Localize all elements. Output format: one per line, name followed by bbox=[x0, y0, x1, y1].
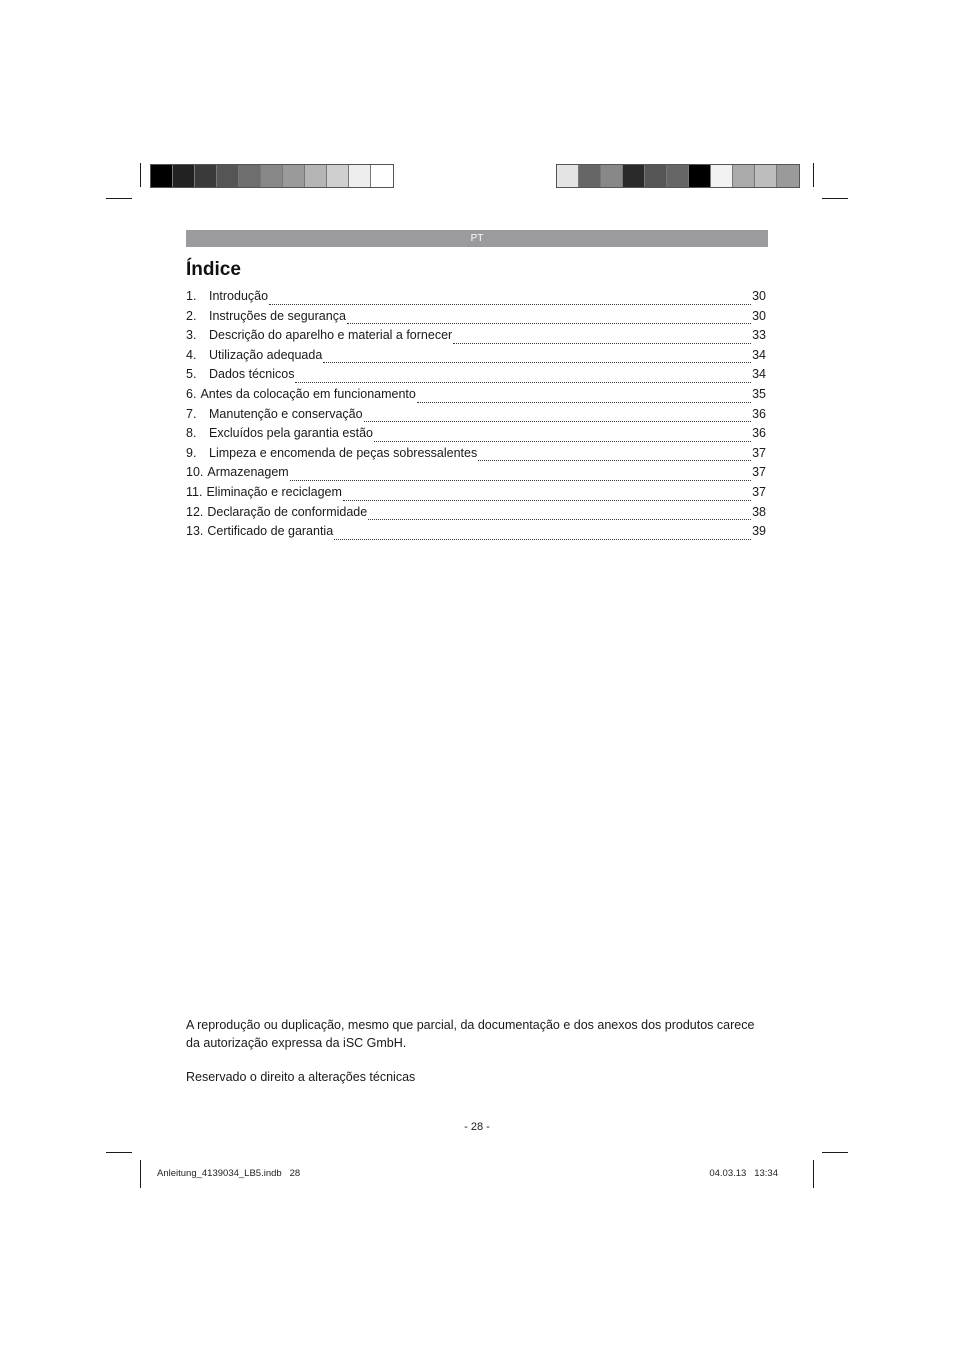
toc-leader-dots bbox=[323, 361, 751, 363]
crop-mark bbox=[140, 163, 141, 187]
toc-page: 37 bbox=[752, 465, 766, 480]
toc-entry bbox=[186, 367, 766, 387]
color-calibration-bar-right bbox=[556, 164, 800, 188]
toc-label: Introdução bbox=[209, 289, 269, 303]
toc-page: 35 bbox=[752, 386, 766, 401]
toc-page: 37 bbox=[752, 484, 766, 499]
toc-leader-dots bbox=[364, 420, 752, 422]
file-slug: Anleitung_4139034_LB5.indb 28 bbox=[157, 1168, 301, 1179]
toc-label: Limpeza e encomenda de peças sobressalentes bbox=[209, 445, 478, 460]
reserved-notice: Reservado o direito a alterações técnicas bbox=[186, 1070, 416, 1084]
language-code: PT bbox=[470, 233, 484, 244]
toc-page: 38 bbox=[752, 504, 766, 519]
color-swatch bbox=[371, 165, 393, 187]
toc-entry bbox=[186, 328, 766, 348]
color-swatch bbox=[579, 165, 601, 187]
toc-number: 12. bbox=[186, 504, 204, 519]
toc-leader-dots bbox=[343, 499, 751, 501]
toc-number: 7. bbox=[186, 406, 197, 421]
crop-mark bbox=[822, 1152, 848, 1153]
toc-entry bbox=[186, 407, 766, 427]
toc-page: 39 bbox=[752, 524, 766, 539]
page-number: - 28 - bbox=[464, 1121, 490, 1133]
toc-label: Dados técnicos bbox=[209, 367, 295, 382]
copyright-notice: A reprodução ou duplicação, mesmo que parcial, da documentação e dos anexos dos produtos carece da autorização expressa da iSC GmbH. bbox=[186, 1018, 755, 1050]
color-swatch bbox=[711, 165, 733, 187]
toc-page: 33 bbox=[752, 328, 766, 343]
toc-number: 11. bbox=[186, 484, 203, 499]
table-of-contents bbox=[186, 289, 766, 544]
toc-page: 37 bbox=[752, 445, 766, 460]
toc-label: Antes da colocação em funcionamento bbox=[200, 386, 416, 401]
color-swatch bbox=[151, 165, 173, 187]
toc-leader-dots bbox=[290, 479, 751, 481]
toc-leader-dots bbox=[347, 322, 751, 324]
toc-number: 8. bbox=[186, 426, 197, 441]
toc-label: Certificado de garantia bbox=[207, 524, 334, 539]
toc-page: 34 bbox=[752, 367, 766, 382]
toc-entry bbox=[186, 289, 766, 309]
toc-page: 34 bbox=[752, 347, 766, 362]
toc-entry bbox=[186, 309, 766, 329]
toc-page: 36 bbox=[752, 406, 766, 421]
toc-number: 10. bbox=[186, 465, 204, 480]
toc-label: Utilização adequada bbox=[209, 347, 323, 362]
toc-number: 9. bbox=[186, 445, 197, 460]
toc-entry bbox=[186, 524, 766, 544]
toc-number: 3. bbox=[186, 328, 197, 343]
crop-mark bbox=[813, 1160, 814, 1188]
toc-entry bbox=[186, 465, 766, 485]
toc-label: Declaração de conformidade bbox=[207, 504, 368, 519]
toc-leader-dots bbox=[417, 401, 751, 403]
crop-mark bbox=[106, 198, 132, 199]
color-swatch bbox=[283, 165, 305, 187]
color-swatch bbox=[733, 165, 755, 187]
toc-number: 5. bbox=[186, 367, 197, 382]
toc-label: Descrição do aparelho e material a fornecer bbox=[209, 328, 453, 343]
color-swatch bbox=[305, 165, 327, 187]
toc-number: 13. bbox=[186, 524, 204, 539]
color-swatch bbox=[195, 165, 217, 187]
toc-number: 6. bbox=[186, 386, 197, 401]
color-swatch bbox=[349, 165, 371, 187]
color-swatch bbox=[777, 165, 799, 187]
toc-label: Excluídos pela garantia estão bbox=[209, 426, 373, 441]
crop-mark bbox=[822, 198, 848, 199]
color-swatch bbox=[239, 165, 261, 187]
toc-label: Armazenagem bbox=[207, 465, 289, 480]
color-swatch bbox=[645, 165, 667, 187]
toc-page: 36 bbox=[752, 426, 766, 441]
color-swatch bbox=[601, 165, 623, 187]
crop-mark bbox=[140, 1160, 141, 1188]
color-swatch bbox=[755, 165, 777, 187]
toc-leader-dots bbox=[374, 440, 751, 442]
color-swatch bbox=[261, 165, 283, 187]
crop-mark bbox=[813, 163, 814, 187]
color-swatch bbox=[217, 165, 239, 187]
toc-leader-dots bbox=[269, 303, 751, 305]
toc-leader-dots bbox=[295, 381, 751, 383]
toc-entry bbox=[186, 505, 766, 525]
toc-leader-dots bbox=[478, 459, 751, 461]
toc-leader-dots bbox=[334, 538, 751, 540]
toc-number: 4. bbox=[186, 347, 197, 362]
toc-entry bbox=[186, 426, 766, 446]
toc-entry bbox=[186, 348, 766, 368]
toc-entry bbox=[186, 387, 766, 407]
toc-leader-dots bbox=[453, 342, 751, 344]
color-swatch bbox=[689, 165, 711, 187]
color-swatch bbox=[557, 165, 579, 187]
toc-label: Instruções de segurança bbox=[209, 308, 346, 323]
timestamp-slug: 04.03.13 13:34 bbox=[709, 1168, 778, 1179]
language-band bbox=[186, 230, 768, 247]
color-swatch bbox=[623, 165, 645, 187]
toc-entry bbox=[186, 485, 766, 505]
toc-page: 30 bbox=[752, 308, 766, 323]
toc-entry bbox=[186, 446, 766, 466]
color-swatch bbox=[667, 165, 689, 187]
crop-mark bbox=[106, 1152, 132, 1153]
toc-page: 30 bbox=[752, 289, 766, 303]
toc-label: Manutenção e conservação bbox=[209, 406, 363, 421]
toc-label: Eliminação e reciclagem bbox=[206, 484, 342, 499]
color-swatch bbox=[173, 165, 195, 187]
color-swatch bbox=[327, 165, 349, 187]
toc-number: 2. bbox=[186, 308, 197, 323]
toc-number: 1. bbox=[186, 289, 197, 303]
color-calibration-bar-left bbox=[150, 164, 394, 188]
toc-leader-dots bbox=[368, 518, 751, 520]
toc-title: Índice bbox=[186, 259, 241, 280]
